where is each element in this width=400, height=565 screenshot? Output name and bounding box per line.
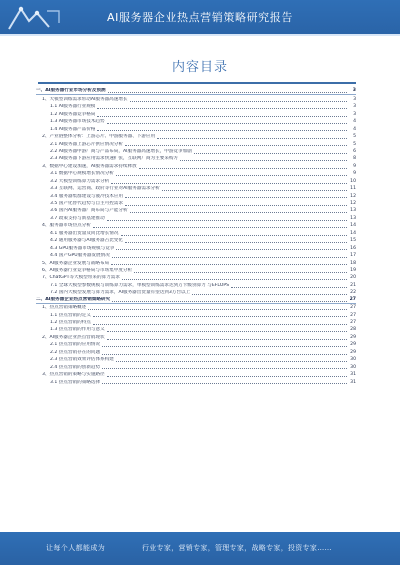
toc-dot-leader [125, 205, 347, 206]
toc-entry-page: 16 [350, 245, 356, 251]
toc-entry[interactable] [36, 222, 356, 229]
toc-dot-leader [102, 354, 347, 355]
toc-entry[interactable] [36, 214, 356, 221]
toc-dot-leader [125, 242, 347, 243]
toc-dot-leader [116, 175, 347, 176]
toc-entry-page: 29 [350, 342, 356, 348]
toc-entry-title: 5、AI服务器企业发展与战略布局 [42, 260, 110, 266]
toc-dot-leader [134, 272, 347, 273]
toc-entry-title: 7.2 国内大模型发展与算力需求，AI服务器出货量有望达到3万台以上 [50, 290, 191, 296]
toc-entry[interactable] [36, 267, 356, 274]
toc-entry-title: 1.1 热点营销的定义 [50, 312, 91, 318]
toc-entry-page: 4 [353, 126, 356, 132]
toc-entry-title: 4.2 通用服务器与AI服务器占比变化 [50, 238, 123, 244]
toc-entry[interactable] [36, 125, 356, 132]
toc-dot-leader [139, 168, 347, 169]
toc-entry[interactable] [36, 229, 356, 236]
toc-entry-title: 1.2 热点营销的特点 [50, 320, 91, 325]
toc-entry-page: 11 [350, 186, 356, 192]
toc-dot-leader [97, 116, 347, 117]
toc-entry-title: 3.3 互联网、运营商、政府等行业对AI服务器需求分析 [50, 186, 160, 192]
toc-entry-page: 4 [353, 119, 356, 125]
toc-dot-leader [107, 376, 347, 377]
toc-entry-page: 18 [350, 260, 356, 266]
toc-entry-page: 3 [352, 88, 356, 94]
toc-entry[interactable] [36, 95, 356, 102]
toc-entry[interactable] [36, 133, 356, 140]
toc-entry-page: 27 [349, 296, 356, 302]
toc-entry[interactable] [36, 252, 356, 259]
toc-entry-page: 27 [350, 312, 356, 318]
toc-entry[interactable] [36, 319, 356, 326]
toc-dot-leader [122, 279, 347, 280]
toc-dot-leader [102, 346, 347, 347]
toc-entry[interactable] [36, 341, 356, 348]
toc-entry-title: 4.3 GPU服务器市场规模与竞争 [50, 245, 115, 251]
toc-dot-leader [93, 324, 347, 325]
report-title: AI服务器企业热点营销策略研究报告 [107, 11, 293, 24]
toc-entry-page: 21 [350, 282, 356, 288]
toc-entry-page: 6 [353, 148, 356, 154]
toc-entry-page: 12 [350, 201, 356, 206]
toc-entry-title: 3.2 大模型训练算力需求分析 [50, 178, 110, 184]
footer-slogan: 让每个人都能成为 [46, 544, 106, 552]
toc-entry-title: 1.2 AI服务器竞争格局 [50, 111, 96, 117]
toc-entry-title: 2.3 热点营销效果评估体系构建 [50, 357, 114, 363]
toc-dot-leader [93, 316, 347, 317]
toc-entry[interactable] [36, 348, 356, 355]
toc-entry-page: 29 [350, 334, 356, 340]
toc-entry-title: 1.3 热点营销的作用与意义 [50, 327, 105, 333]
toc-entry-page: 10 [350, 178, 356, 184]
toc-entry[interactable] [36, 244, 356, 251]
toc-dot-leader [112, 301, 347, 302]
toc-entry-page: 27 [350, 305, 356, 311]
toc-entry-page: 31 [350, 379, 356, 385]
toc-entry-page: 5 [353, 134, 356, 140]
toc-entry[interactable] [36, 155, 356, 162]
toc-entry-title: 1.3 AI服务器市场技术趋势 [50, 119, 105, 125]
toc-entry[interactable] [36, 333, 356, 340]
toc-dot-leader [162, 190, 347, 191]
toc-dot-leader [97, 130, 347, 131]
toc-dot-leader [111, 264, 347, 265]
toc-entry-title: 4.4 国产GPU服务器发展情况 [50, 253, 110, 259]
toc-entry-title: 2.2 AI服务器中游厂商与产品布局，AI服务器高速增长，中游竞争加剧 [50, 148, 192, 154]
toc-entry-title: 3.7 政策支持与新基建推动 [50, 215, 105, 221]
toc-entry-page: 27 [350, 320, 356, 325]
toc-entry-page: 17 [350, 253, 356, 259]
toc-dot-leader [194, 153, 347, 154]
toc-entry[interactable] [36, 356, 356, 363]
toc-entry-page: 30 [350, 364, 356, 370]
toc-entry[interactable] [36, 185, 356, 192]
toc-entry-title: 3、数据中心建设加速，AI服务器需求持续释放 [42, 163, 137, 169]
toc-dot-leader [107, 331, 347, 332]
toc-entry-title: 3.1 热点营销的策略选择 [50, 379, 101, 385]
toc-dot-leader [107, 123, 347, 124]
toc-entry[interactable] [36, 237, 356, 244]
toc-dot-leader [130, 101, 347, 102]
toc-entry-title: 1.1 AI服务器行业规模 [50, 104, 96, 110]
toc-dot-leader [102, 383, 347, 384]
toc-entry-page: 9 [353, 163, 356, 169]
toc-divider [38, 82, 356, 84]
toc-dot-leader [116, 249, 347, 250]
toc-entry-page: 12 [350, 193, 356, 199]
page-footer [0, 532, 400, 565]
toc-entry[interactable] [36, 371, 356, 378]
toc-entry-page: 31 [350, 372, 356, 378]
toc-entry[interactable] [36, 177, 356, 184]
toc-entry[interactable] [36, 148, 356, 155]
toc-dot-leader [121, 235, 348, 236]
toc-entry[interactable] [36, 281, 356, 288]
toc-entry-page: 13 [350, 215, 356, 221]
toc-entry-title: 3.1 数据中心规模增长情况分析 [50, 171, 114, 177]
toc-dot-leader [192, 294, 347, 295]
toc-dot-leader [108, 92, 347, 93]
toc-entry-page: 3 [353, 111, 356, 117]
toc-dot-leader [111, 183, 347, 184]
toc-dot-leader [97, 108, 347, 109]
toc-entry[interactable] [36, 304, 356, 311]
table-of-contents [36, 88, 356, 386]
toc-entry-title: 4、服务器市场热点分析 [42, 223, 91, 229]
toc-entry[interactable] [36, 88, 356, 95]
toc-dot-leader [88, 309, 347, 310]
toc-dot-leader [102, 368, 347, 369]
toc-entry-title: 2.1 热点营销的应用情况 [50, 342, 101, 348]
toc-entry-page: 3 [353, 96, 356, 102]
toc-entry-title: 1.4 AI服务器产品价格 [50, 126, 96, 132]
toc-entry-title: 1、大模型训练需求带动AI服务器高速增长 [42, 96, 128, 102]
toc-dot-leader [93, 227, 347, 228]
toc-dot-leader [107, 339, 347, 340]
toc-entry[interactable] [36, 363, 356, 370]
toc-entry-title: 3.4 服务器集群建设与液冷技术应用 [50, 193, 124, 199]
toc-dot-leader [125, 197, 347, 198]
toc-entry-title: 7、ChatGPT等大模型带来的算力需求 [42, 275, 120, 281]
toc-entry-page: 8 [353, 156, 356, 162]
toc-entry-title: 1、热点营销策略概述 [42, 305, 87, 311]
toc-entry-title: 2.4 热点营销的创新趋势 [50, 364, 101, 370]
toc-entry-page: 30 [350, 357, 356, 363]
toc-dot-leader [157, 138, 347, 139]
toc-dot-leader [125, 145, 347, 146]
toc-entry[interactable] [36, 296, 356, 303]
toc-entry-page: 20 [350, 275, 356, 281]
toc-entry-page: 29 [350, 349, 356, 355]
toc-entry[interactable] [36, 259, 356, 266]
toc-dot-leader [231, 287, 347, 288]
toc-entry[interactable] [36, 289, 356, 296]
toc-dot-leader [107, 220, 347, 221]
toc-entry-page: 15 [350, 238, 356, 244]
toc-entry[interactable] [36, 311, 356, 318]
toc-entry[interactable] [36, 378, 356, 385]
toc-entry[interactable] [36, 207, 356, 214]
toc-entry[interactable] [36, 103, 356, 110]
toc-entry-title: 2.1 AI服务器上游芯片供应情况分析 [50, 141, 123, 147]
toc-entry-title: 2.2 热点营销存在的问题 [50, 349, 101, 355]
toc-dot-leader [112, 257, 347, 258]
toc-entry[interactable] [36, 192, 356, 199]
page-header [0, 0, 400, 36]
toc-entry[interactable] [36, 140, 356, 147]
toc-entry-page: 9 [353, 171, 356, 177]
toc-entry-title: 6、AI服务器行业竞争格局与市场集中度分析 [42, 267, 133, 273]
toc-dot-leader [116, 361, 347, 362]
toc-entry-page: 14 [350, 230, 356, 236]
toc-entry[interactable] [36, 326, 356, 333]
toc-entry-title: 2、AI服务器企业热点营销现状 [42, 334, 105, 340]
toc-entry[interactable] [36, 274, 356, 281]
toc-entry-title: 3、热点营销的策略与实施路径 [42, 372, 105, 378]
toc-entry-title: 2.3 AI服务器下游应用需求快速扩张，互联网厂商为主要采购方 [50, 156, 179, 162]
toc-entry-title: 4.1 服务器出货量及同比增长情况 [50, 230, 119, 236]
toc-entry-page: 14 [350, 223, 356, 229]
toc-entry-page: 28 [350, 327, 356, 333]
toc-entry-page: 19 [350, 267, 356, 273]
toc-dot-leader [180, 160, 347, 161]
toc-entry[interactable] [36, 118, 356, 125]
toc-entry-title: 二、AI服务器企业热点营销策略研究 [36, 296, 111, 302]
toc-entry[interactable] [36, 162, 356, 169]
toc-entry-page: 5 [353, 141, 356, 147]
toc-heading: 内容目录 [171, 60, 228, 75]
toc-entry-title: 3.6 国内AI服务器厂商布局与产能分析 [50, 208, 128, 214]
toc-entry[interactable] [36, 200, 356, 207]
toc-entry-page: 13 [350, 208, 356, 214]
toc-entry[interactable] [36, 110, 356, 117]
toc-entry-page: 3 [353, 104, 356, 110]
toc-entry-title: 一、AI服务器行业市场分析及预测 [36, 88, 106, 94]
toc-entry-title: 7.1 全球大模型参数规模与训练算力需求，单模型训练需求达到万卡级别算力 与EFLOPS [50, 282, 230, 288]
toc-entry-page: 22 [350, 290, 356, 296]
toc-entry[interactable] [36, 170, 356, 177]
toc-entry-title: 3.5 国产化替代趋势与自主可控需求 [50, 201, 124, 206]
toc-entry-title: 2、产业链整体分析：上游芯片、中游服务器、下游应用 [42, 134, 156, 140]
footer-tags: 行业专家，营销专家，管理专家，战略专家，投资专家…… [142, 544, 332, 552]
toc-dot-leader [130, 212, 347, 213]
